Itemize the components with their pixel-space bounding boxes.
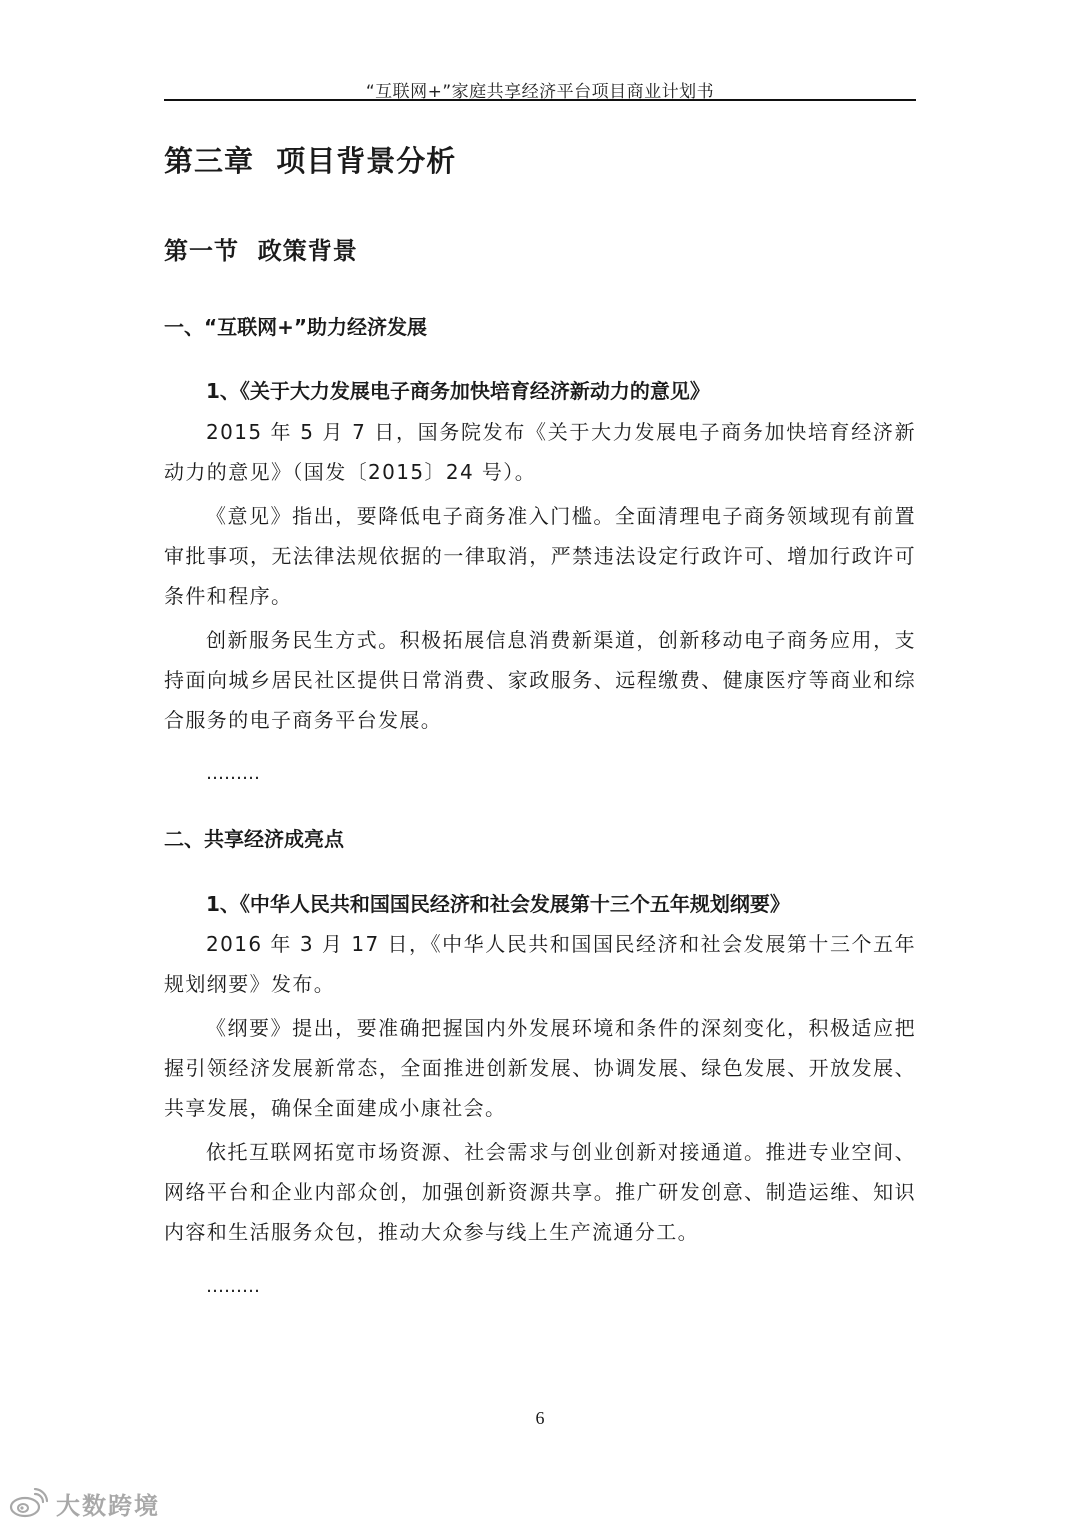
document-header-title: “互联网+”家庭共享经济平台项目商业计划书 [365, 82, 715, 102]
weibo-logo-icon [8, 1488, 48, 1518]
ellipsis: ……… [206, 1276, 260, 1297]
header-divider [164, 99, 916, 101]
paragraph: 2015 年 5 月 7 日，国务院发布《关于大力发展电子商务加快培育经济新动力的意见》（国发〔2015〕24 号）。 [164, 420, 916, 484]
subsection-heading-internet-plus: 一、“互联网+”助力经济发展 [164, 315, 428, 339]
item-heading-five-year-plan: 1、《中华人民共和国国民经济和社会发展第十三个五年规划纲要》 [206, 892, 790, 916]
paragraph: 依托互联网拓宽市场资源、社会需求与创业创新对接通道。推进专业空间、网络平台和企业内部众创，加强创新资源共享。推广研发创意、制造运维、知识内容和生活服务众包，推动大众参与线上生产流通分工。 [164, 1140, 916, 1244]
paragraph: 2016 年 3 月 17 日，《中华人民共和国国民经济和社会发展第十三个五年规划纲要》发布。 [164, 932, 916, 996]
paragraph: 创新服务民生方式。积极拓展信息消费新渠道，创新移动电子商务应用，支持面向城乡居民社区提供日常消费、家政服务、远程缴费、健康医疗等商业和综合服务的电子商务平台发展。 [164, 628, 916, 732]
watermark [8, 1486, 160, 1520]
watermark-text: 大数跨境 [56, 1491, 160, 1520]
paragraph: 《纲要》提出，要准确把握国内外发展环境和条件的深刻变化，积极适应把握引领经济发展新常态，全面推进创新发展、协调发展、绿色发展、开放发展、共享发展，确保全面建成小康社会。 [164, 1016, 916, 1120]
ellipsis: ……… [206, 763, 260, 784]
subsection-heading-sharing-economy: 二、共享经济成亮点 [164, 827, 344, 851]
paragraph: 《意见》指出，要降低电子商务准入门槛。全面清理电子商务领域现有前置审批事项，无法律法规依据的一律取消，严禁违法设定行政许可、增加行政许可条件和程序。 [164, 504, 916, 608]
page-number: 6 [535, 1408, 545, 1428]
item-heading-ecommerce-opinion: 1、《关于大力发展电子商务加快培育经济新动力的意见》 [206, 379, 710, 403]
chapter-title: 第三章 项目背景分析 [164, 144, 457, 178]
section-title: 第一节 政策背景 [164, 237, 358, 265]
